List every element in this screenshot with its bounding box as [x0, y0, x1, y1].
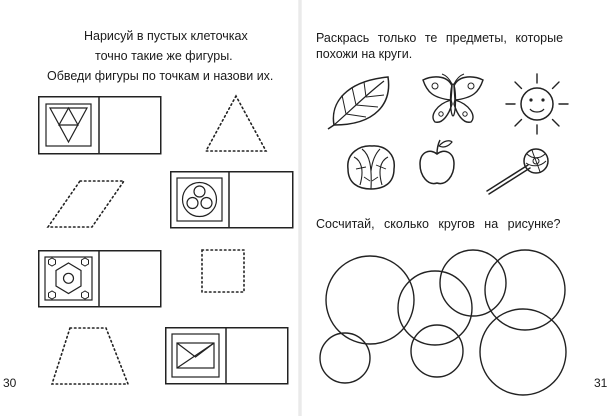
butterfly-icon[interactable]	[417, 72, 489, 130]
counting-circle	[440, 250, 506, 316]
right-task1-line-2: похожи на круги.	[316, 47, 413, 61]
right-task2-line: Сосчитай, сколько кругов на рисунке?	[316, 217, 561, 231]
empty-cell-4[interactable]	[228, 329, 286, 382]
cabbage-icon[interactable]	[342, 141, 400, 193]
left-page-number: 30	[3, 376, 17, 390]
dotted-rhombus	[42, 178, 132, 232]
counting-circle	[326, 256, 414, 344]
lollipop-icon[interactable]	[482, 145, 554, 195]
sun-icon[interactable]	[502, 72, 572, 136]
leaf-icon[interactable]	[326, 73, 396, 131]
left-page	[0, 0, 300, 416]
empty-cell-3[interactable]	[100, 252, 158, 305]
counting-circle	[411, 325, 463, 377]
counting-circle	[398, 271, 472, 345]
right-page-number: 31	[594, 376, 607, 390]
right-page	[300, 0, 607, 416]
left-instruction-line-2: точно такие же фигуры.	[95, 49, 233, 63]
left-instruction-line-3: Обведи фигуры по точкам и назови их.	[47, 69, 274, 83]
left-instruction-line-1: Нарисуй в пустых клеточках	[84, 29, 248, 43]
dotted-triangle	[200, 93, 270, 157]
counting-circle	[480, 309, 566, 395]
overlapping-circles-figure[interactable]	[300, 238, 600, 398]
right-task1-line-1: Раскрась только те предметы, которые	[316, 31, 564, 45]
empty-cell-1[interactable]	[100, 98, 158, 152]
apple-icon[interactable]	[416, 136, 460, 190]
counting-circle	[320, 333, 370, 383]
dotted-square	[200, 248, 246, 294]
empty-cell-2[interactable]	[231, 173, 291, 226]
dotted-trapezoid	[48, 324, 134, 388]
